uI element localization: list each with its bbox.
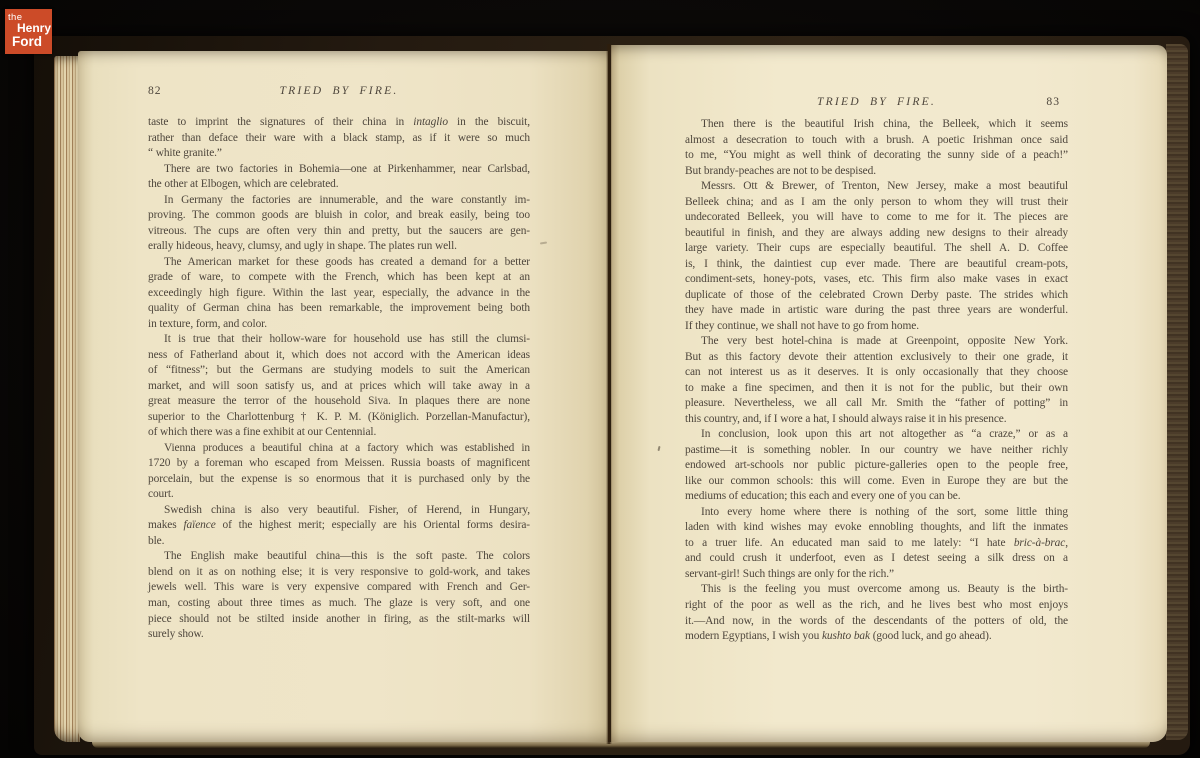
- page-number-left: 82: [148, 84, 162, 97]
- text-line: jewels well. This ware is very expensive compared with French and Ger-: [148, 581, 530, 594]
- text-line: pastime—it is something nobler. In our country we have neither richly: [685, 443, 1068, 456]
- text-line: erally hideous, heavy, clumsy, and ugly in shape. The plates run well.: [148, 240, 457, 253]
- text-line: and could crush it underfoot, even as I detest seeing a silk dress on a: [685, 552, 1068, 565]
- text-line: There are two factories in Bohemia—one at Pirkenhammer, near Carlsbad,: [164, 162, 530, 175]
- text-line: to me, “You might as well think of decorating the sunny side of a peach!”: [685, 149, 1068, 162]
- text-line: undecorated Belleek, you will have to come to me for it. The pieces are: [685, 211, 1068, 224]
- text-line: mediums of education; this each and every one of you can be.: [685, 490, 961, 503]
- text-line: It is true that their hollow-ware for household use has still the clumsi-: [164, 333, 530, 346]
- text-line: Vienna produces a beautiful china at a factory which was established in: [164, 441, 530, 454]
- text-line: But as this factory devote their attention exclusively to their one grade, it: [685, 350, 1068, 363]
- text-line: If they continue, we shall not have to go from home.: [685, 319, 919, 332]
- running-head-left: [148, 84, 530, 100]
- text-line: Belleek china; and as I am the only person to whom they will trust their: [685, 195, 1068, 208]
- text-line: proving. The common goods are bluish in color, and break easily, being too: [148, 209, 530, 222]
- logo-text-ford: Ford: [12, 34, 42, 49]
- text-line: The very best hotel-china is made at Greenpoint, opposite New York.: [701, 335, 1068, 348]
- text-line: endowed art-schools nor public picture-galleries open to the people free,: [685, 459, 1068, 472]
- text-line: they have made in artistic ware during the past three years are wonderful.: [685, 304, 1068, 317]
- text-line: piece should not be stilted inside another in firing, as the stilt-marks will: [148, 612, 530, 625]
- text-line: ble.: [148, 534, 165, 547]
- text-line: exceedingly high figure. Within the last year, especially, the advance in the: [148, 286, 530, 299]
- text-line: rather than deface their ware with a black stamp, as if it were so much: [148, 131, 530, 144]
- text-line: makes faïence of the highest merit; especially are his Oriental forms desira-: [148, 519, 530, 532]
- text-line: great measure the terror of the household Siva. In plaques there are none: [148, 395, 530, 408]
- text-line: right of the poor as well as the rich, and he lives best who most enjoys: [685, 598, 1068, 611]
- text-line: in texture, form, and color.: [148, 317, 267, 330]
- text-line: vitreous. The cups are often very thin and pretty, but the saucers are gen-: [148, 224, 530, 237]
- text-line: to make a fine specimen, and then it is not for the public, but their own: [685, 381, 1068, 394]
- henry-ford-logo: [5, 9, 52, 54]
- running-title-right: TRIED BY FIRE.: [817, 95, 936, 108]
- text-line: like our common schools: this will come. Even in Europe they are but the: [685, 474, 1068, 487]
- text-line: “ white granite.”: [148, 147, 222, 160]
- logo-text-the: the: [8, 12, 23, 23]
- text-line: large variety. Their cups are especially beautiful. The shell A. D. Coffee: [685, 242, 1068, 255]
- page-text-left: [148, 115, 530, 643]
- text-line: to a truer life. An educated man said to me lately: “I hate bric-à-brac,: [685, 536, 1068, 549]
- text-line: But brandy-peaches are not to be despised.: [685, 164, 876, 177]
- text-line: 1720 by a foreman who escaped from Meissen. Russia boasts of magnificent: [148, 457, 530, 470]
- text-line: is, I think, the daintiest cup ever made. There are beautiful cream-pots,: [685, 257, 1068, 270]
- logo-text-henry: Henry: [17, 21, 52, 35]
- text-line: quality of German china has been remarkable, the improvement being both: [148, 302, 530, 315]
- page-edge-bottom: [92, 742, 1150, 748]
- text-line: surely show.: [148, 628, 204, 641]
- text-line: almost a desecration to touch with a brush. A poetic Irishman once said: [685, 133, 1068, 146]
- text-line: taste to imprint the signatures of their china in intaglio in the biscuit,: [148, 116, 530, 128]
- text-line: beautiful in finish, and they are always adding new designs to their already: [685, 226, 1068, 239]
- text-line: of “fitness”; but the Germans are studying models to suit the American: [148, 364, 530, 377]
- page-number-right: 83: [1046, 95, 1060, 108]
- text-line: of which there was a fine exhibit at our Centennial.: [148, 426, 377, 439]
- text-line: porcelain, but the expense is so enormous that it is purchased only by the: [148, 472, 530, 485]
- text-line: condiment-sets, honey-pots, vases, etc. This firm also make vases in exact: [685, 273, 1068, 286]
- running-title-left: TRIED BY FIRE.: [279, 84, 399, 97]
- text-line: In Germany the factories are innumerable, and the ware constantly im-: [164, 193, 530, 206]
- text-line: Swedish china is also very beautiful. Fisher, of Herend, in Hungary,: [164, 503, 530, 516]
- text-line: man, costing about three times as much. The glaze is very soft, and one: [148, 596, 530, 609]
- text-line: This is the feeling you must overcome among us. Beauty is the birth-: [701, 583, 1068, 596]
- text-line: duplicate of those of the celebrated Crown Derby paste. The strides which: [685, 288, 1068, 301]
- text-line: the other at Elbogen, which are celebrated.: [148, 178, 339, 191]
- text-line: pleasure. Nevertheless, we all call Mr. Smith the “father of potting” in: [685, 397, 1068, 410]
- text-line: laden with kind wishes may evoke ennobling thoughts, and lift the inmates: [685, 521, 1068, 534]
- page-text-right: [685, 117, 1068, 645]
- text-line: grade of ware, to compete with the French, which has been kept at an: [148, 271, 530, 284]
- text-line: ness of Fatherland about it, which does not accord with the American ideas: [148, 348, 530, 361]
- text-line: In conclusion, look upon this art not altogether as “a craze,” or as a: [701, 428, 1068, 441]
- text-line: modern Egyptians, I wish you kushto bak (good luck, and go ahead).: [685, 630, 992, 643]
- text-line: Then there is the beautiful Irish china, the Belleek, which it seems: [701, 118, 1068, 130]
- text-line: The American market for these goods has created a demand for a better: [164, 255, 530, 268]
- page-fore-edge-left: [54, 56, 80, 742]
- text-line: it.—And now, in the words of the descendants of the potters of old, the: [685, 614, 1068, 627]
- text-line: Into every home where there is nothing of the sort, some little thing: [701, 505, 1068, 518]
- text-line: market, and will soon satisfy us, and at prices which will take away in a: [148, 379, 530, 392]
- running-head-right: [685, 95, 1068, 111]
- text-line: servant-girl! Such things are only for the rich.”: [685, 567, 894, 580]
- text-line: The English make beautiful china—this is the soft paste. The colors: [164, 550, 530, 563]
- text-line: court.: [148, 488, 174, 501]
- text-line: this country, and, if I wore a hat, I should always raise it in his presence.: [685, 412, 1007, 425]
- text-line: superior to the Charlottenburg † K. P. M. (Königlich. Porzellan-Manufactur),: [148, 410, 530, 423]
- text-line: blend on it as on nothing else; it is very responsive to gold-work, and takes: [148, 565, 530, 578]
- book-gutter: [606, 44, 612, 744]
- text-line: Messrs. Ott & Brewer, of Trenton, New Jersey, make a most beautiful: [701, 180, 1068, 193]
- text-line: can not interest us as it deserves. It is only occasionally that they choose: [685, 366, 1068, 379]
